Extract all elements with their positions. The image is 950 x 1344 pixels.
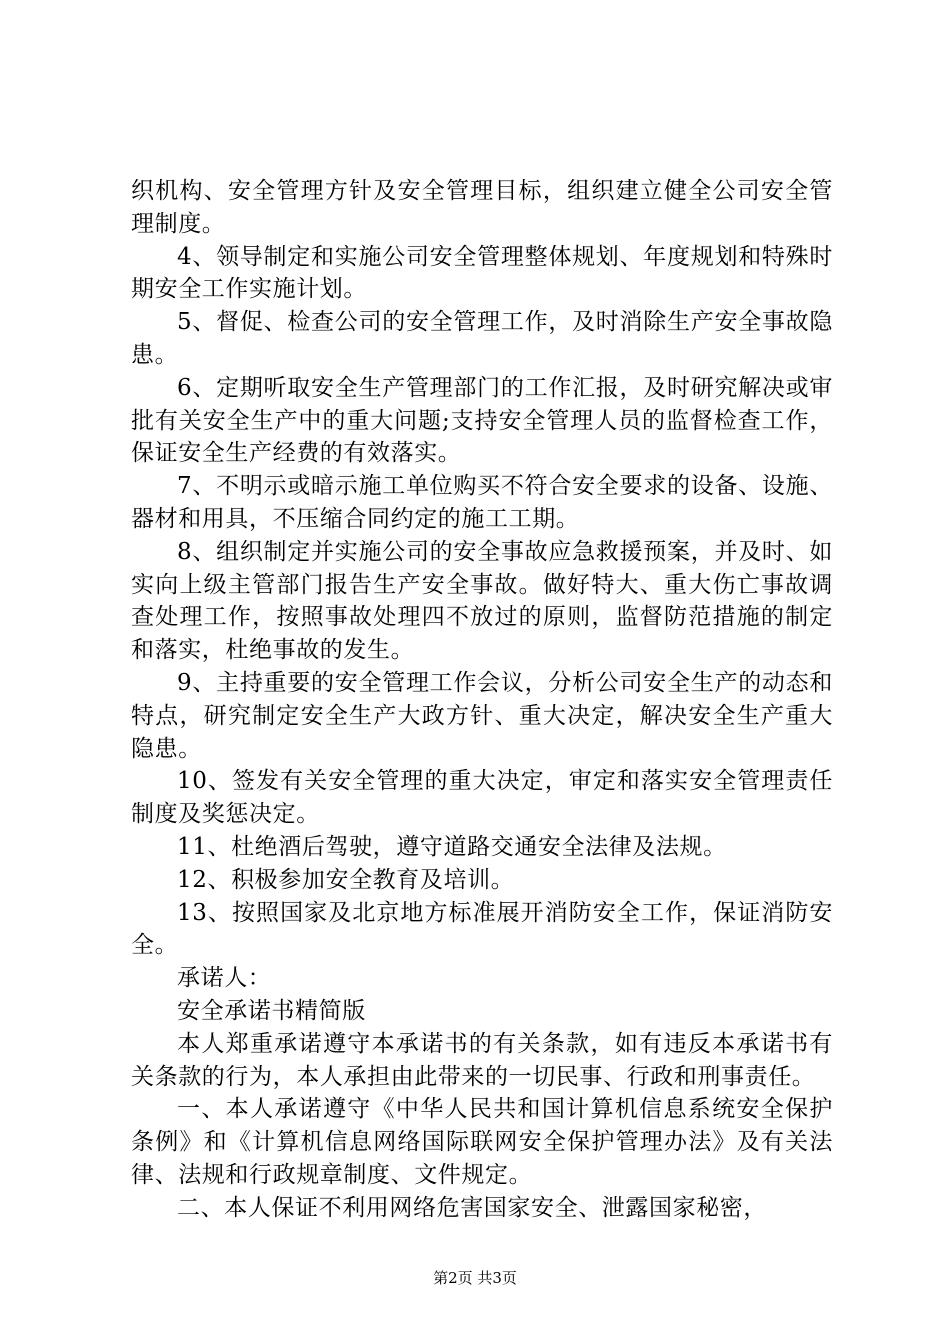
paragraph-item-10: 10、签发有关安全管理的重大决定，审定和落实安全管理责任制度及奖惩决定。: [131, 768, 833, 828]
paragraph-clause-2: 二、本人保证不利用网络危害国家安全、泄露国家秘密，: [177, 1194, 767, 1221]
paragraph-item-7: 7、不明示或暗示施工单位购买不符合安全要求的设备、设施、器材和用具，不压缩合同约定的施工工期。: [131, 473, 833, 532]
paragraph-item-11: 11、杜绝酒后驾驶，遵守道路交通安全法律及法规。: [177, 833, 727, 860]
paragraph-item-4: 4、领导制定和实施公司安全管理整体规划、年度规划和特殊时期安全工作实施计划。: [131, 243, 833, 303]
paragraph-item-13: 13、按照国家及北京地方标准展开消防安全工作，保证消防安全。: [131, 899, 833, 959]
paragraph-item-5: 5、督促、检查公司的安全管理工作，及时消除生产安全事故隐患。: [131, 309, 833, 368]
section-title: 安全承诺书精简版: [177, 997, 366, 1024]
paragraph-item-6: 6、定期听取安全生产管理部门的工作汇报，及时研究解决或审批有关安全生产中的重大问题;支持安全管理人员的监督检查工作，保证安全生产经费的有效落实。: [131, 374, 833, 467]
paragraph-item-9: 9、主持重要的安全管理工作会议，分析公司安全生产的动态和特点，研究制定安全生产大政方针、重大决定，解决安全生产重大隐患。: [131, 669, 833, 762]
paragraph-continuation: 织机构、安全管理方针及安全管理目标，组织建立健全公司安全管理制度。: [131, 178, 833, 237]
paragraph-clause-1: 一、本人承诺遵守《中华人民共和国计算机信息系统安全保护条例》和《计算机信息网络国际联网安全保护管理办法》及有关法律、法规和行政规章制度、文件规定。: [131, 1096, 833, 1188]
paragraph-intro: 本人郑重承诺遵守本承诺书的有关条款，如有违反本承诺书有关条款的行为，本人承担由此带来的一切民事、行政和刑事责任。: [131, 1030, 833, 1090]
paragraph-item-12: 12、积极参加安全教育及培训。: [177, 866, 515, 893]
document-body: [131, 175, 833, 1225]
paragraph-item-8: 8、组织制定并实施公司的安全事故应急救援预案，并及时、如实向上级主管部门报告生产安全事故。做好特大、重大伤亡事故调查处理工作，按照事故处理四不放过的原则，监督防范措施的制定和落实，杜绝事故的发生。: [131, 538, 833, 664]
page-footer: 第2页 共3页: [433, 1269, 517, 1287]
signature-line: 承诺人：: [177, 965, 272, 992]
